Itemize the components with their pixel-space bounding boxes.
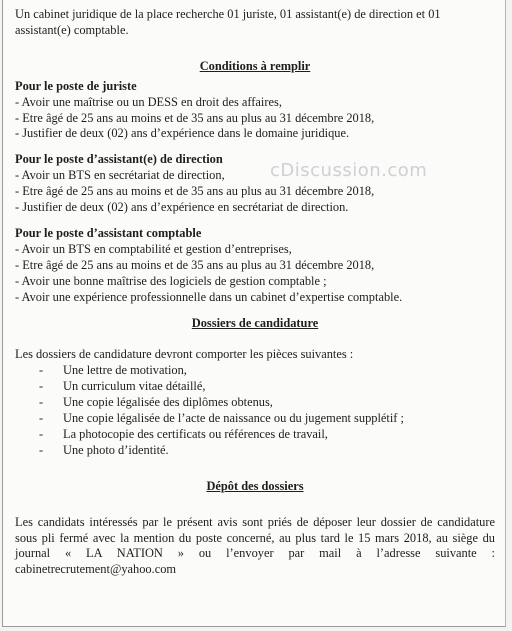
conditions-heading: Conditions à remplir bbox=[199, 58, 311, 73]
list-item: - Une photo d’identité. bbox=[39, 443, 495, 459]
list-item: - Un curriculum vitae détaillé, bbox=[39, 379, 495, 395]
dossiers-intro: Les dossiers de candidature devront comporter les pièces suivantes : bbox=[15, 347, 354, 362]
list-item: - Avoir un BTS en comptabilité et gestion d’entreprises, bbox=[15, 242, 495, 258]
list-item: - Avoir une bonne maîtrise des logiciels de gestion comptable ; bbox=[15, 274, 495, 290]
depot-paragraph: Les candidats intéressés par le présent avis sont priés de déposer leur dossier de candidature sous pli fermé avec la mention du poste concerné, au plus tard le 15 mars 2018, au siège du journal « LA NATION » ou l’envoyer par mail à l’adresse suivante : cabinetrecrutement@yahoo.com bbox=[15, 514, 495, 577]
list-item: - Etre âgé de 25 ans au moins et de 35 ans au plus au 31 décembre 2018, bbox=[15, 258, 495, 274]
list-item: - Etre âgé de 25 ans au moins et de 35 ans au plus au 31 décembre 2018, bbox=[15, 111, 495, 127]
dossiers-heading: Dossiers de candidature bbox=[191, 315, 319, 330]
document-page bbox=[2, 0, 506, 627]
documents-list bbox=[15, 363, 495, 458]
intro-paragraph: Un cabinet juridique de la place recherche 01 juriste, 01 assistant(e) de direction et 01 assistant(e) comptable. bbox=[15, 7, 441, 37]
list-item: - Avoir un BTS en secrétariat de direction, bbox=[15, 168, 495, 184]
section-title: Pour le poste d’assistant(e) de direction bbox=[15, 152, 223, 167]
watermark: cDiscussion.com bbox=[270, 160, 428, 181]
section-title: Pour le poste de juriste bbox=[15, 78, 137, 93]
requirements-list bbox=[15, 95, 495, 143]
list-item: - Justifier de deux (02) ans d’expérience dans le domaine juridique. bbox=[15, 126, 495, 142]
depot-heading: Dépôt des dossiers bbox=[206, 478, 304, 493]
list-item: - Une lettre de motivation, bbox=[39, 363, 495, 379]
list-item: - Avoir une expérience professionnelle dans un cabinet d’expertise comptable. bbox=[15, 290, 495, 306]
list-item: - La photocopie des certificats ou références de travail, bbox=[39, 427, 495, 443]
section-title: Pour le poste d’assistant comptable bbox=[15, 225, 202, 240]
list-item: - Une copie légalisée des diplômes obtenus, bbox=[39, 395, 495, 411]
section-assistant-comptable bbox=[15, 226, 495, 306]
list-item: - Etre âgé de 25 ans au moins et de 35 ans au plus au 31 décembre 2018, bbox=[15, 184, 495, 200]
list-item: - Justifier de deux (02) ans d’expérience en secrétariat de direction. bbox=[15, 200, 495, 216]
requirements-list bbox=[15, 242, 495, 306]
section-juriste bbox=[15, 79, 495, 143]
list-item: - Une copie légalisée de l’acte de naissance ou du jugement supplétif ; bbox=[39, 411, 495, 427]
list-item: - Avoir une maîtrise ou un DESS en droit des affaires, bbox=[15, 95, 495, 111]
